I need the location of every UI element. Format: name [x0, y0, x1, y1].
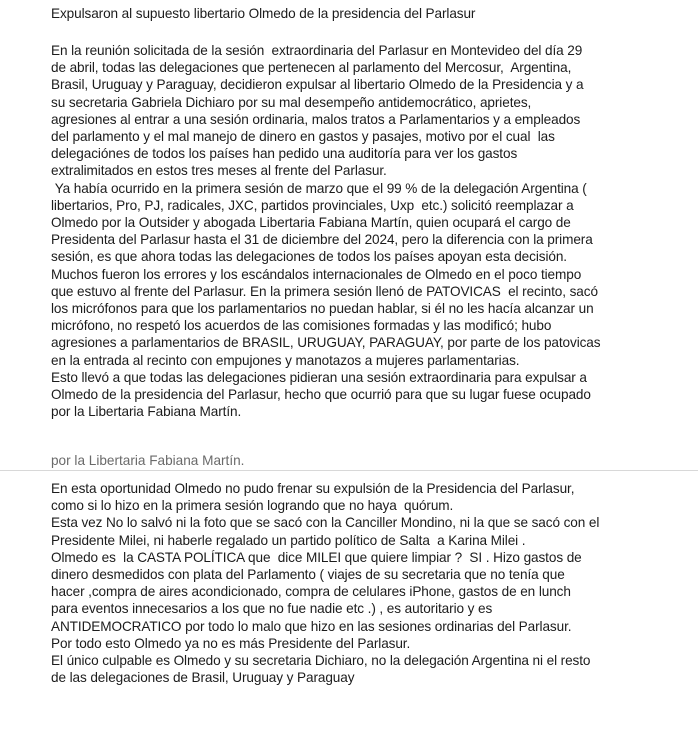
text-line: en la entrada al recinto con empujones y manotazos a mujeres parlamentarias. [51, 352, 520, 368]
article-body-part-1 [51, 42, 691, 420]
text-line: agresiones al entrar a una sesión ordinaria, malos tratos a Parlamentarios y a empleados [51, 111, 581, 127]
text-line: Ya había ocurrido en la primera sesión de marzo que el 99 % de la delegación Argentina ( [51, 180, 587, 196]
text-line: ANTIDEMOCRATICO por todo lo malo que hizo en las sesiones ordinarias del Parlasur. [51, 618, 572, 634]
text-line: de las delegaciones de Brasil, Uruguay y Paraguay [51, 670, 355, 686]
text-line: Olmedo de la presidencia del Parlasur, hecho que ocurrió para que su lugar fuese ocupado [51, 387, 591, 403]
text-line: libertarios, Pro, PJ, radicales, JXC, partidos provinciales, Uxp etc.) solicitó reemplazar a [51, 197, 574, 213]
text-line: micrófono, no respetó los acuerdos de las comisiones formadas y las modificó; hubo [51, 318, 552, 334]
article-title-block [51, 5, 691, 22]
text-line: Muchos fueron los errores y los escándalos internacionales de Olmedo en el poco tiempo [51, 266, 582, 282]
text-line: Presidente Milei, ni haberle regalado un partido político de Salta a Karina Milei . [51, 532, 526, 548]
text-line: Brasil, Uruguay y Paraguay, decidieron expulsar al libertario Olmedo de la Presidencia y a [51, 77, 584, 93]
text-line: de abril, todas las delegaciones que pertenecen al parlamento del Mercosur, Argentina, [51, 60, 572, 76]
text-line: Presidenta del Parlasur hasta el 31 de diciembre del 2024, pero la diferencia con la primera [51, 232, 593, 248]
text-line: que estuvo al frente del Parlasur. En la primera sesión llenó de PATOVICAS el recinto, sacó [51, 283, 598, 299]
section-divider [0, 470, 698, 471]
text-line: Olmedo es la CASTA POLÍTICA que dice MILEI que quiere limpiar ? SI . Hizo gastos de [51, 549, 582, 565]
text-line: como si lo hizo en la primera sesión logrando que no haya quórum. [51, 498, 454, 514]
text-line: En esta oportunidad Olmedo no pudo frenar su expulsión de la Presidencia del Parlasur, [51, 481, 575, 496]
article-body-part-2 [51, 480, 691, 686]
cropped-duplicate-line [51, 453, 251, 470]
text-line: El único culpable es Olmedo y su secretaria Dichiaro, no la delegación Argentina ni el resto [51, 653, 591, 669]
text-line: para eventos innecesarios a los que no fue nadie etc .) , es autoritario y es [51, 601, 493, 617]
text-line: extralimitados en estos tres meses al frente del Parlasur. [51, 163, 387, 179]
text-line: dinero desmedidos con plata del Parlamento ( viajes de su secretaria que no tenía que [51, 567, 565, 583]
text-line: su secretaria Gabriela Dichiaro por su mal desempeño antidemocrático, aprietes, [51, 94, 532, 110]
text-line: En la reunión solicitada de la sesión extraordinaria del Parlasur en Montevideo del día 29 [51, 43, 583, 58]
text-line: agresiones a parlamentarios de BRASIL, URUGUAY, PARAGUAY, por parte de los patovicas [51, 335, 601, 351]
text-line: Esto llevó a que todas las delegaciones pidieran una sesión extraordinaria para expulsar a [51, 369, 587, 385]
text-line: Por todo esto Olmedo ya no es más Presidente del Parlasur. [51, 635, 411, 651]
text-line: delegaciónes de todos los países han pedido una auditoría para ver los gastos [51, 146, 518, 162]
article-title: Expulsaron al supuesto libertario Olmedo de la presidencia del Parlasur [51, 6, 476, 21]
cropped-duplicate-text: por la Libertaria Fabiana Martín. [51, 453, 245, 468]
text-line: Esta vez No lo salvó ni la foto que se sacó con la Canciller Mondino, ni la que se sacó con el [51, 515, 600, 531]
text-line: del parlamento y el mal manejo de dinero en gastos y pasajes, motivo por el cual las [51, 129, 555, 145]
text-line: sesión, es que ahora todas las delegaciones de todos los países apoyan esta decisión. [51, 249, 567, 265]
text-line: por la Libertaria Fabiana Martín. [51, 404, 242, 420]
text-line: hacer ,compra de aires acondicionado, compra de celulares iPhone, gastos de en lunch [51, 584, 571, 600]
text-line: Olmedo por la Outsider y abogada Libertaria Fabiana Martín, quien ocupará el cargo de [51, 215, 571, 231]
text-line: los micrófonos para que los parlamentarios no puedan hablar, si él no les hacía alcanzar un [51, 301, 594, 317]
